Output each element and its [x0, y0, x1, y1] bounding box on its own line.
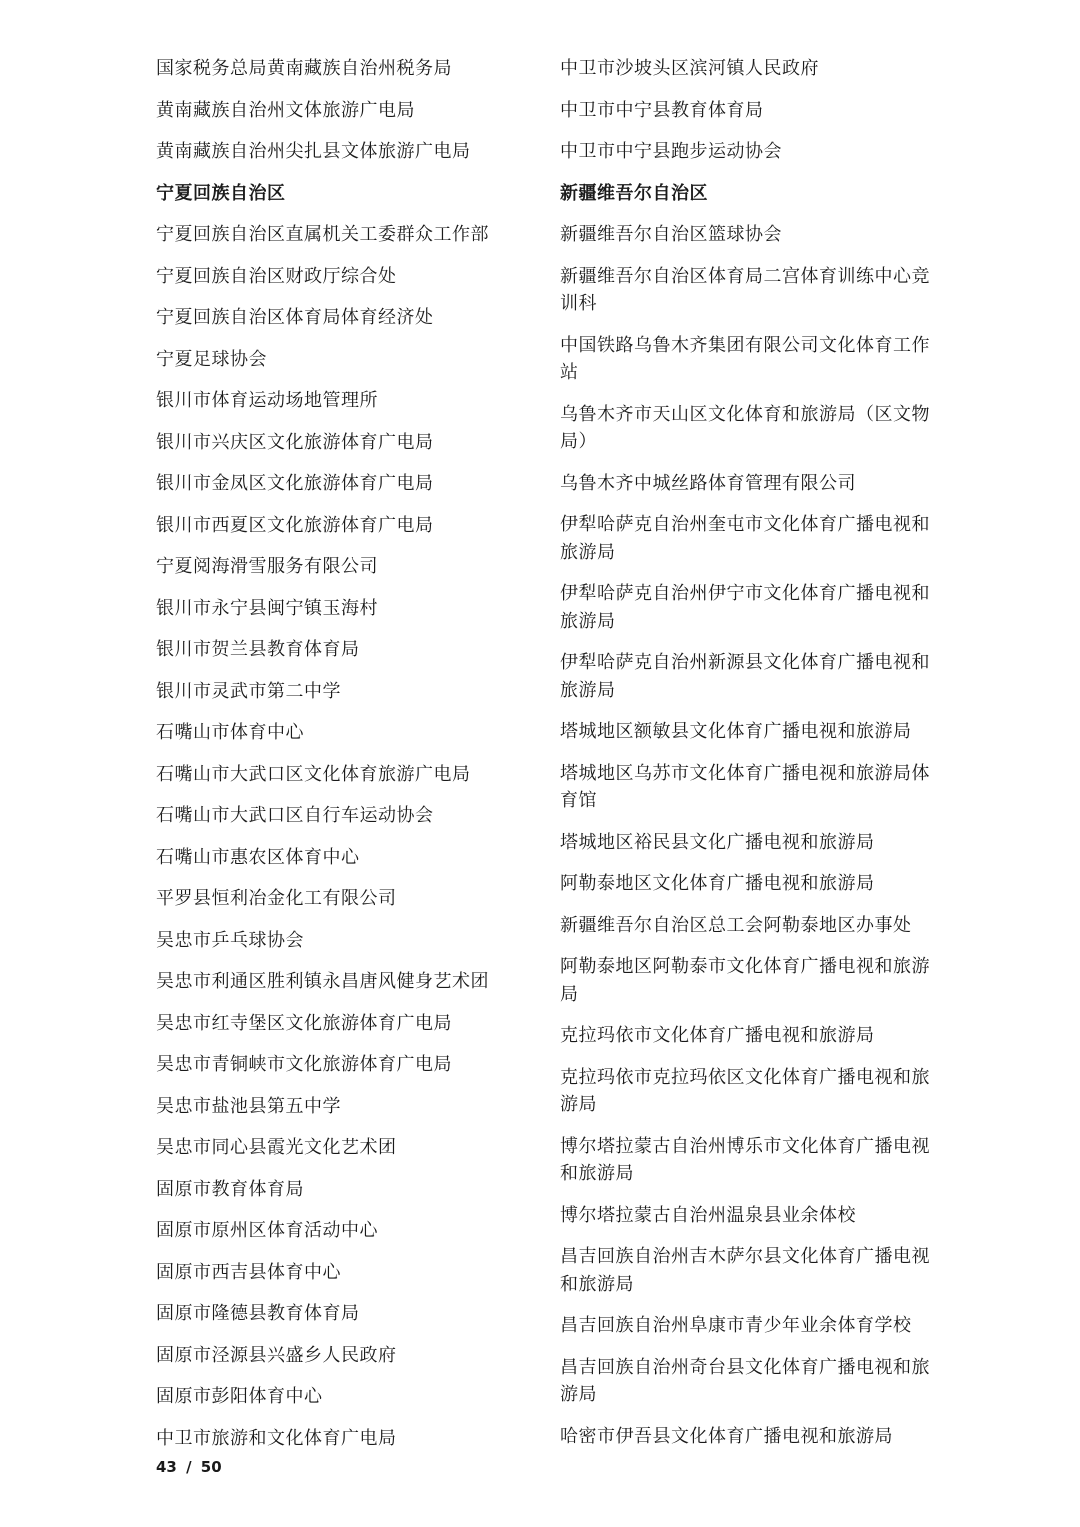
list-item: 阿勒泰地区文化体育广播电视和旅游局	[560, 873, 875, 894]
list-item: 中国铁路乌鲁木齐集团有限公司文化体育工作站	[560, 334, 930, 383]
list-item: 阿勒泰地区阿勒泰市文化体育广播电视和旅游局	[560, 956, 930, 1005]
list-item: 银川市兴庆区文化旅游体育广电局	[156, 431, 434, 453]
list-item: 伊犁哈萨克自治州新源县文化体育广播电视和旅游局	[560, 652, 930, 701]
list-item: 昌吉回族自治州吉木萨尔县文化体育广播电视和旅游局	[560, 1246, 930, 1295]
list-item: 宁夏回族自治区体育局体育经济处	[156, 307, 434, 328]
list-item: 吴忠市乒乓球协会	[156, 929, 304, 951]
list-item: 黄南藏族自治州尖扎县文体旅游广电局	[156, 141, 471, 162]
list-item: 塔城地区额敏县文化体育广播电视和旅游局	[560, 721, 912, 742]
list-item: 博尔塔拉蒙古自治州博乐市文化体育广播电视和旅游局	[560, 1135, 930, 1184]
list-item: 固原市彭阳体育中心	[156, 1386, 323, 1407]
list-item: 固原市原州区体育活动中心	[156, 1220, 378, 1241]
list-item: 银川市灵武市第二中学	[156, 680, 341, 702]
list-item: 银川市体育运动场地管理所	[156, 390, 378, 411]
list-item: 塔城地区裕民县文化广播电视和旅游局	[560, 831, 875, 853]
list-item: 银川市永宁县闽宁镇玉海村	[156, 597, 378, 619]
list-item: 吴忠市青铜峡市文化旅游体育广电局	[156, 1054, 452, 1075]
list-item: 吴忠市红寺堡区文化旅游体育广电局	[156, 1012, 452, 1034]
list-item: 中卫市沙坡头区滨河镇人民政府	[560, 58, 819, 79]
right-column	[560, 48, 932, 1457]
list-item: 银川市贺兰县教育体育局	[156, 639, 360, 660]
left-column	[156, 48, 526, 1459]
list-item: 吴忠市盐池县第五中学	[156, 1095, 341, 1117]
list-item: 伊犁哈萨克自治州奎屯市文化体育广播电视和旅游局	[560, 514, 930, 563]
list-item: 昌吉回族自治州奇台县文化体育广播电视和旅游局	[560, 1356, 930, 1405]
list-item: 国家税务总局黄南藏族自治州税务局	[156, 58, 452, 79]
list-item: 吴忠市同心县霞光文化艺术团	[156, 1137, 397, 1158]
list-item: 昌吉回族自治州阜康市青少年业余体育学校	[560, 1315, 912, 1336]
list-item: 石嘴山市大武口区文化体育旅游广电局	[156, 763, 471, 785]
list-item: 哈密市伊吾县文化体育广播电视和旅游局	[560, 1425, 893, 1447]
list-item: 新疆维吾尔自治区总工会阿勒泰地区办事处	[560, 914, 912, 936]
list-item: 中卫市旅游和文化体育广电局	[156, 1427, 397, 1449]
list-item: 平罗县恒利冶金化工有限公司	[156, 888, 397, 909]
list-item: 克拉玛依市克拉玛依区文化体育广播电视和旅游局	[560, 1066, 930, 1115]
region-heading: 新疆维吾尔自治区	[560, 182, 708, 204]
list-item: 宁夏回族自治区财政厅综合处	[156, 265, 397, 287]
list-item: 中卫市中宁县教育体育局	[560, 99, 764, 121]
list-item: 塔城地区乌苏市文化体育广播电视和旅游局体育馆	[560, 762, 930, 811]
list-item: 固原市教育体育局	[156, 1178, 304, 1200]
page-number: 43 / 50	[156, 1458, 222, 1476]
list-item: 克拉玛依市文化体育广播电视和旅游局	[560, 1025, 875, 1046]
list-item: 博尔塔拉蒙古自治州温泉县业余体校	[560, 1204, 856, 1226]
list-item: 石嘴山市大武口区自行车运动协会	[156, 805, 434, 826]
list-item: 银川市金凤区文化旅游体育广电局	[156, 473, 434, 494]
region-heading: 宁夏回族自治区	[156, 182, 286, 204]
list-item: 乌鲁木齐中城丝路体育管理有限公司	[560, 472, 856, 494]
list-item: 银川市西夏区文化旅游体育广电局	[156, 514, 434, 536]
list-item: 石嘴山市体育中心	[156, 722, 304, 743]
list-item: 乌鲁木齐市天山区文化体育和旅游局（区文物局）	[560, 403, 930, 452]
list-item: 中卫市中宁县跑步运动协会	[560, 141, 782, 162]
list-item: 宁夏回族自治区直属机关工委群众工作部	[156, 224, 489, 245]
list-item: 新疆维吾尔自治区体育局二宫体育训练中心竞训科	[560, 265, 930, 314]
list-item: 伊犁哈萨克自治州伊宁市文化体育广播电视和旅游局	[560, 583, 930, 632]
list-item: 固原市隆德县教育体育局	[156, 1303, 360, 1324]
list-item: 固原市泾源县兴盛乡人民政府	[156, 1344, 397, 1366]
list-item: 宁夏足球协会	[156, 348, 267, 370]
list-item: 宁夏阅海滑雪服务有限公司	[156, 556, 378, 577]
list-item: 石嘴山市惠农区体育中心	[156, 846, 360, 868]
list-item: 黄南藏族自治州文体旅游广电局	[156, 99, 415, 121]
list-item: 固原市西吉县体育中心	[156, 1261, 341, 1283]
list-item: 吴忠市利通区胜利镇永昌唐风健身艺术团	[156, 971, 489, 992]
list-item: 新疆维吾尔自治区篮球协会	[560, 224, 782, 245]
